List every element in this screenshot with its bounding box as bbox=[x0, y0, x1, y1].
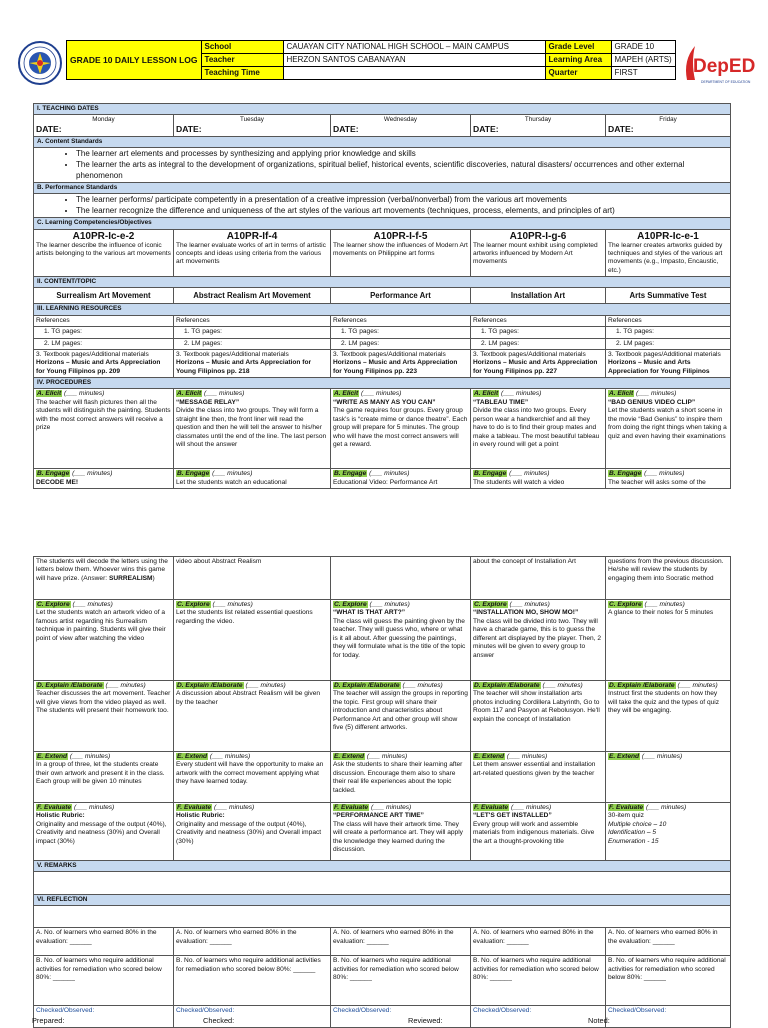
textbook-cell: 3. Textbook pages/Additional materials Horizons – Music and Arts Appreciation for Young Filipinos pp. 209 bbox=[34, 349, 174, 377]
reflection-b-cell: B. No. of learners who require additional activities for remediation who scored below 80%: ______ bbox=[606, 956, 731, 1006]
evaluate-cell: F. Evaluate (___ minutes) Holistic Rubric: Originality and message of the output (40%), Creativity and neatness (30%) and Overall impact (30%) bbox=[174, 803, 331, 861]
explore-cell: C. Explore (___ minutes) “INSTALLATION MO, SHOW MO!” The class will be divided into two. They will have a charade game, this is to guess the different art displayed by the player. Then, 2 minutes will be given to every group to answer bbox=[471, 600, 606, 681]
content-standards-list: • The learner art elements and processes by synthesizing and applying prior knowledge and skills • The learner the arts as integral to the development of organizations, spiritual belief, historical events, scientific discoveries, natural disasters/ occurrences and other external phenomenon bbox=[34, 148, 731, 183]
references-label: References bbox=[174, 315, 331, 326]
references-label: References bbox=[606, 315, 731, 326]
section-procedures: IV. PROCEDURES bbox=[34, 378, 731, 389]
engage-continued-cell: The students will decode the letters using the letters below them. Whoever wins this game will have prize. (Answer: SURREALISM) bbox=[34, 557, 174, 600]
engage-continued-cell: video about Abstract Realism bbox=[174, 557, 331, 600]
checked-observed: Checked/Observed: bbox=[34, 1006, 174, 1028]
explain-cell: D. Explain /Elaborate (___ minutes) The teacher will assign the groups in reporting the topic. First group will share their introduction and characteristics about Performance Art and other group will show five (5) different artworks. bbox=[331, 681, 471, 752]
engage-cell: B. Engage (___ minutes) DECODE ME! bbox=[34, 469, 174, 489]
teaching-time-label: Teaching Time bbox=[201, 67, 283, 80]
section-reflection: VI. REFLECTION bbox=[34, 895, 731, 906]
engage-cell: B. Engage (___ minutes) The students will watch a video bbox=[471, 469, 606, 489]
deped-logo-icon bbox=[683, 40, 756, 86]
tg-pages: 1. TG pages: bbox=[331, 327, 471, 338]
checked-observed: Checked/Observed: bbox=[331, 1006, 471, 1028]
extend-cell: E. Extend (___ minutes) In a group of three, let the students create their own artwork and present it in the class. Each group will be given 10 minutes bbox=[34, 752, 174, 803]
grade-value: GRADE 10 bbox=[611, 41, 675, 54]
elicit-cell: A. Elicit (___ minutes) The teacher will flash pictures then all the students will distinguish the painting. Students with the most correct answers will receive a prize bbox=[34, 389, 174, 469]
day-tuesday: Tuesday DATE: bbox=[174, 115, 331, 137]
teacher-value: HERZON SANTOS CABANAYAN bbox=[283, 54, 545, 67]
lesson-log-table-page2 bbox=[33, 556, 731, 1028]
textbook-cell: 3. Textbook pages/Additional materials Horizons – Music and Arts Appreciation for Young Filipinos pp. 223 bbox=[331, 349, 471, 377]
explain-cell: D. Explain /Elaborate (___ minutes) Teacher discusses the art movement. Teacher will give views from the video played as well. The students will present their homework too. bbox=[34, 681, 174, 752]
svg-text:DEPARTMENT OF EDUCATION: DEPARTMENT OF EDUCATION bbox=[701, 80, 751, 84]
performance-standards-list: • The learner performs/ participate competently in a presentation of a creative impression (verbal/nonverbal) from the various art movements • The learner recognize the difference and uniqueness of the art styles of the various art movements (techniques, process, elements, and principles of art) bbox=[34, 194, 731, 218]
elicit-cell: A. Elicit (___ minutes) “BAD GENIUS VIDEO CLIP” Let the students watch a short scene in the movie “Bad Genius” to inspire them from doing the right things when taking a quiz and even having their examinations bbox=[606, 389, 731, 469]
lm-pages: 2. LM pages: bbox=[174, 338, 331, 349]
area-label: Learning Area bbox=[545, 54, 611, 67]
topic-cell: Abstract Realism Art Movement bbox=[174, 288, 331, 304]
evaluate-cell: F. Evaluate (___ minutes) “PERFORMANCE ART TIME” The class will have their artwork time. They will create a performance art. They will apply the knowledge they learned during the discussion. bbox=[331, 803, 471, 861]
topic-cell: Arts Summative Test bbox=[606, 288, 731, 304]
reflection-a-cell: A. No. of learners who earned 80% in the evaluation: ______ bbox=[606, 928, 731, 956]
engage-continued-cell: about the concept of Installation Art bbox=[471, 557, 606, 600]
reflection-a-cell: A. No. of learners who earned 80% in the evaluation: ______ bbox=[34, 928, 174, 956]
noted-label: Noted: bbox=[588, 1016, 610, 1025]
section-content-standards: A. Content Standards bbox=[34, 137, 731, 148]
lm-pages: 2. LM pages: bbox=[34, 338, 174, 349]
topic-cell: Performance Art bbox=[331, 288, 471, 304]
grade-label: Grade Level bbox=[545, 41, 611, 54]
textbook-cell: 3. Textbook pages/Additional materials Horizons – Music and Arts Appreciation for Young Filipinos pp. 218 bbox=[174, 349, 331, 377]
lm-pages: 2. LM pages: bbox=[331, 338, 471, 349]
reflection-b-cell: B. No. of learners who require additional activities for remediation who scored below 80%: ______ bbox=[471, 956, 606, 1006]
reflection-a-cell: A. No. of learners who earned 80% in the evaluation: ______ bbox=[174, 928, 331, 956]
references-label: References bbox=[331, 315, 471, 326]
tg-pages: 1. TG pages: bbox=[174, 327, 331, 338]
explain-cell: D. Explain /Elaborate (___ minutes) A discussion about Abstract Realism will be given by the teacher bbox=[174, 681, 331, 752]
tg-pages: 1. TG pages: bbox=[471, 327, 606, 338]
day-monday: Monday DATE: bbox=[34, 115, 174, 137]
elicit-cell: A. Elicit (___ minutes) “WRITE AS MANY AS YOU CAN” The game requires four groups. Every group task's is “create mime or dance theatre”. Each group will prepare for 5 minutes. The group who will have the most correct answers will get a reward. bbox=[331, 389, 471, 469]
tg-pages: 1. TG pages: bbox=[606, 327, 731, 338]
teacher-label: Teacher bbox=[201, 54, 283, 67]
lesson-log-table-page1 bbox=[33, 103, 731, 489]
explore-cell: C. Explore (___ minutes) Let the students watch an artwork video of a famous artist regarding his Surrealism technique in painting. Students will give their point of view after watching the video bbox=[34, 600, 174, 681]
competency-cell: A10PR-I-f-5 The learner show the influences of Modern Art movements on Philippine art forms bbox=[331, 229, 471, 277]
day-friday: Friday DATE: bbox=[606, 115, 731, 137]
extend-cell: E. Extend (___ minutes) Every student will have the opportunity to make an artwork with the correct movement applying what they have learned today. bbox=[174, 752, 331, 803]
area-value: MAPEH (ARTS) bbox=[611, 54, 675, 67]
elicit-cell: A. Elicit (___ minutes) “TABLEAU TIME” Divide the class into two groups. Every person wear a handkerchief and all they have to do is to find their group mates and make a tableau. The most beautiful tableau in every round will get a point bbox=[471, 389, 606, 469]
competency-cell: A10PR-I-g-6 The learner mount exhibit using completed artworks influenced by Modern Art movements bbox=[471, 229, 606, 277]
reflection-b-cell: B. No. of learners who require additional activities for remediation who scored below 80%: ______ bbox=[331, 956, 471, 1006]
page-title: GRADE 10 DAILY LESSON LOG bbox=[67, 41, 202, 80]
evaluate-cell: F. Evaluate (___ minutes) 30-item quiz Multiple choice – 10 Identification – 5 Enumeration - 15 bbox=[606, 803, 731, 861]
section-content-topic: II. CONTENT/TOPIC bbox=[34, 277, 731, 288]
textbook-cell: 3. Textbook pages/Additional materials Horizons – Music and Arts Appreciation for Young Filipinos bbox=[606, 349, 731, 377]
extend-cell: E. Extend (___ minutes) Let them answer essential and installation art-related questions given by the teacher bbox=[471, 752, 606, 803]
school-label: School bbox=[201, 41, 283, 54]
reflection-b-cell: B. No. of learners who require additional activities for remediation who scored below 80%: ______ bbox=[174, 956, 331, 1006]
evaluate-cell: F. Evaluate (___ minutes) “LET'S GET INSTALLED” Every group will work and assemble materials from indigenous materials. Give the art a thought-provoking title bbox=[471, 803, 606, 861]
references-label: References bbox=[471, 315, 606, 326]
explore-cell: C. Explore (___ minutes) Let the students list related essential questions regarding the video. bbox=[174, 600, 331, 681]
section-competencies: C. Learning Competencies/Objectives bbox=[34, 218, 731, 229]
extend-cell: E. Extend (___ minutes) Ask the students to share their learning after discussion. Encourage them also to share their real life experiences about the topic tackled. bbox=[331, 752, 471, 803]
checked-observed: Checked/Observed: bbox=[471, 1006, 606, 1028]
topic-cell: Installation Art bbox=[471, 288, 606, 304]
competency-cell: A10PR-If-4 The learner evaluate works of art in terms of artistic concepts and ideas using criteria from the various art movements bbox=[174, 229, 331, 277]
explain-cell: D. Explain /Elaborate (___ minutes) The teacher will show installation arts photos including Cordillera Labyrinth, Go to Room 117 and Pasyon at Rebolusyon. He'll explain the concept of Installation bbox=[471, 681, 606, 752]
reflection-a-cell: A. No. of learners who earned 80% in the evaluation: ______ bbox=[471, 928, 606, 956]
reflection-a-cell: A. No. of learners who earned 80% in the evaluation: ______ bbox=[331, 928, 471, 956]
references-label: References bbox=[34, 315, 174, 326]
engage-cell: B. Engage (___ minutes) Educational Video: Performance Art bbox=[331, 469, 471, 489]
reviewed-label: Reviewed: bbox=[408, 1016, 443, 1025]
topic-cell: Surrealism Art Movement bbox=[34, 288, 174, 304]
competency-cell: A10PR-Ic-e-2 The learner describe the influence of iconic artists belonging to the various art movements bbox=[34, 229, 174, 277]
explain-cell: D. Explain /Elaborate (___ minutes) Instruct first the students on how they will take the quiz and the types of quiz they will be engaging. bbox=[606, 681, 731, 752]
section-learning-resources: III. LEARNING RESOURCES bbox=[34, 304, 731, 315]
lm-pages: 2. LM pages: bbox=[471, 338, 606, 349]
competency-cell: A10PR-Ic-e-1 The learner creates artworks guided by techniques and styles of the various art movements (e.g., Impasto, Encaustic, etc.) bbox=[606, 229, 731, 277]
engage-continued-cell bbox=[331, 557, 471, 600]
header bbox=[18, 40, 756, 86]
explore-cell: C. Explore (___ minutes) A glance to their notes for 5 minutes bbox=[606, 600, 731, 681]
deped-seal-icon bbox=[18, 40, 62, 86]
section-remarks: V. REMARKS bbox=[34, 861, 731, 872]
engage-cell: B. Engage (___ minutes) Let the students watch an educational bbox=[174, 469, 331, 489]
elicit-cell: A. Elicit (___ minutes) “MESSAGE RELAY” Divide the class into two groups. They will form a straight line then, the front liner will read the question and then he will tell the answer to his/her classmates until the end of the line. The last person will shout the answer bbox=[174, 389, 331, 469]
school-value: CAUAYAN CITY NATIONAL HIGH SCHOOL – MAIN CAMPUS bbox=[283, 41, 545, 54]
checked-label: Checked: bbox=[203, 1016, 235, 1025]
reflection-b-cell: B. No. of learners who require additional activities for remediation who scored below 80%: ______ bbox=[34, 956, 174, 1006]
quarter-label: Quarter bbox=[545, 67, 611, 80]
remarks-area bbox=[34, 872, 731, 895]
prepared-label: Prepared: bbox=[32, 1016, 65, 1025]
textbook-cell: 3. Textbook pages/Additional materials Horizons – Music and Arts Appreciation for Young Filipinos pp. 227 bbox=[471, 349, 606, 377]
header-info-table bbox=[66, 40, 676, 80]
quarter-value: FIRST bbox=[611, 67, 675, 80]
section-performance-standards: B. Performance Standards bbox=[34, 183, 731, 194]
evaluate-cell: F. Evaluate (___ minutes) Holistic Rubric: Originality and message of the output (40%), Creativity and neatness (30%) and Overall impact (30%) bbox=[34, 803, 174, 861]
extend-cell: E. Extend (___ minutes) bbox=[606, 752, 731, 803]
engage-continued-cell: questions from the previous discussion. He/she will review the students by engaging them into Socratic method bbox=[606, 557, 731, 600]
checked-observed: Checked/Observed: bbox=[606, 1006, 731, 1028]
day-wednesday: Wednesday DATE: bbox=[331, 115, 471, 137]
section-teaching-dates: I. TEACHING DATES bbox=[34, 104, 731, 115]
explore-cell: C. Explore (___ minutes) “WHAT IS THAT ART?” The class will guess the painting given by the teacher. They will guess who, where or what is it all about. After guessing the paintings, they will formulate what is the title of the topic for today. bbox=[331, 600, 471, 681]
svg-text:DepED: DepED bbox=[693, 56, 756, 77]
reflection-area bbox=[34, 906, 731, 928]
checked-observed: Checked/Observed: bbox=[174, 1006, 331, 1028]
tg-pages: 1. TG pages: bbox=[34, 327, 174, 338]
day-thursday: Thursday DATE: bbox=[471, 115, 606, 137]
engage-cell: B. Engage (___ minutes) The teacher will asks some of the bbox=[606, 469, 731, 489]
teaching-time-value bbox=[283, 67, 545, 80]
lm-pages: 2. LM pages: bbox=[606, 338, 731, 349]
